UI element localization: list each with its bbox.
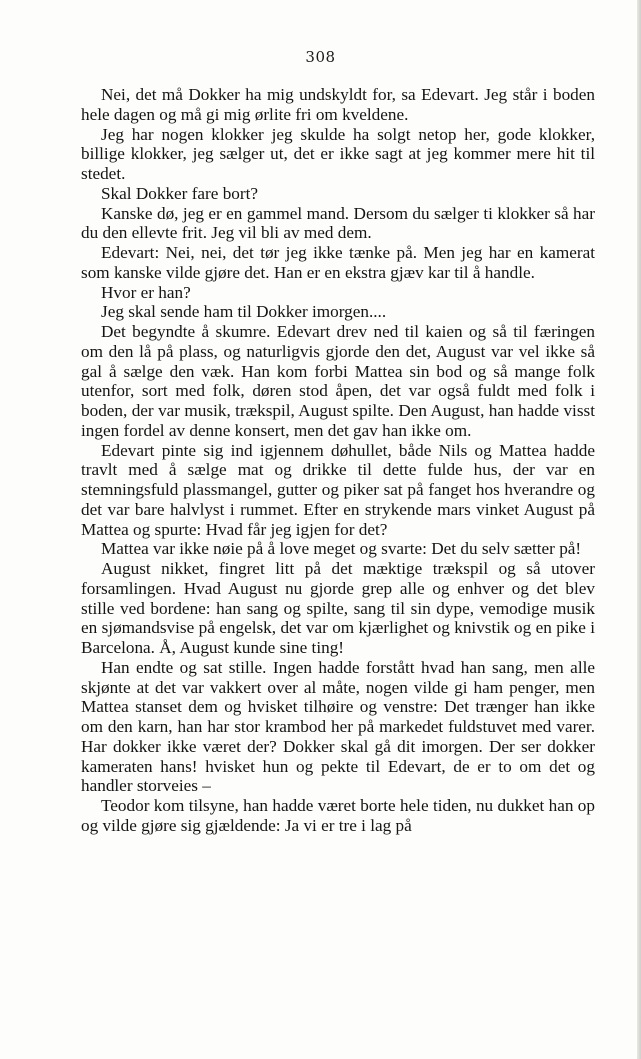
paragraph: Jeg har nogen klokker jeg skulde ha solgt netop her, gode klokker, billige klokker, jeg sælger ut, det er ikke sagt at jeg kommer mere hit til stedet. <box>81 124 595 183</box>
paragraph: Kanske dø, jeg er en gammel mand. Dersom du sælger ti klokker så har du den ellevte frit. Jeg vil bli av med dem. <box>81 203 595 243</box>
page-edge <box>637 0 641 1059</box>
paragraph: August nikket, fingret litt på det mæktige trækspil og så utover forsamlingen. Hvad August nu gjorde grep alle og enhver og det blev stille ved bordene: han sang og spilte, sang til sin dype, vemodige musik en sjømandsvise på engelsk, det var om kjærlighet og knivstik og en pike i Barcelona. Å, August kunde sine ting! <box>81 559 595 657</box>
paragraph: Edevart: Nei, nei, det tør jeg ikke tænke på. Men jeg har en kamerat som kanske vilde gjøre det. Han er en ekstra gjæv kar til å handle. <box>81 243 595 282</box>
paragraph: Teodor kom tilsyne, han hadde været borte hele tiden, nu dukket han op og vilde gjøre sig gjældende: Ja vi er tre i lag på <box>81 796 595 835</box>
paragraph: Jeg skal sende ham til Dokker imorgen.... <box>101 302 387 322</box>
paragraph: Han endte og sat stille. Ingen hadde forstått hvad han sang, men alle skjønte at det var vakkert over al måte, nogen vilde gi ham penger, men Mattea stanset dem og hvisket tilhøire og venstre: Det trænger han ikke om den karn, han har stor krambod her på markedet fuldstuvet med varer. Har dokker ikke været der? Dokker skal gå dit imorgen. Der ser dokker kameraten hans! hvisket hun og pekte til Edevart, de er to om det og handler storveies – <box>81 657 595 796</box>
paragraph: Edevart pinte sig ind igjennem døhullet, både Nils og Mattea hadde travlt med å sælge mat og drikke til dette fulde hus, der var en stemningsfuld plassmangel, gutter og piker sat på fanget hos hverandre og det var bare halvlyst i rummet. Efter en strykende mars vinket August på Mattea og spurte: Hvad får jeg igjen for det? <box>81 440 595 539</box>
paragraph: Skal Dokker fare bort? <box>101 183 259 203</box>
page-number: 308 <box>305 48 336 66</box>
paragraph: Nei, det må Dokker ha mig undskyldt for, sa Edevart. Jeg står i boden hele dagen og må gi mig ørlite fri om kveldene. <box>81 85 595 124</box>
body-text <box>81 85 595 836</box>
paragraph: Mattea var ikke nøie på å love meget og svarte: Det du selv sætter på! <box>101 539 582 559</box>
paragraph: Det begyndte å skumre. Edevart drev ned til kaien og så til færingen om den lå på plass, og naturligvis gjorde den det, August var vel ikke så gal å sælge den væk. Han kom forbi Mattea sin bod og så mange folk utenfor, sort med folk, døren stod åpen, det var også fuldt med folk i boden, der var musik, trækspil, August spilte. Den August, han hadde visst ingen fordel av denne konsert, men det gav han ikke om. <box>81 322 595 440</box>
paragraph: Hvor er han? <box>101 282 191 302</box>
